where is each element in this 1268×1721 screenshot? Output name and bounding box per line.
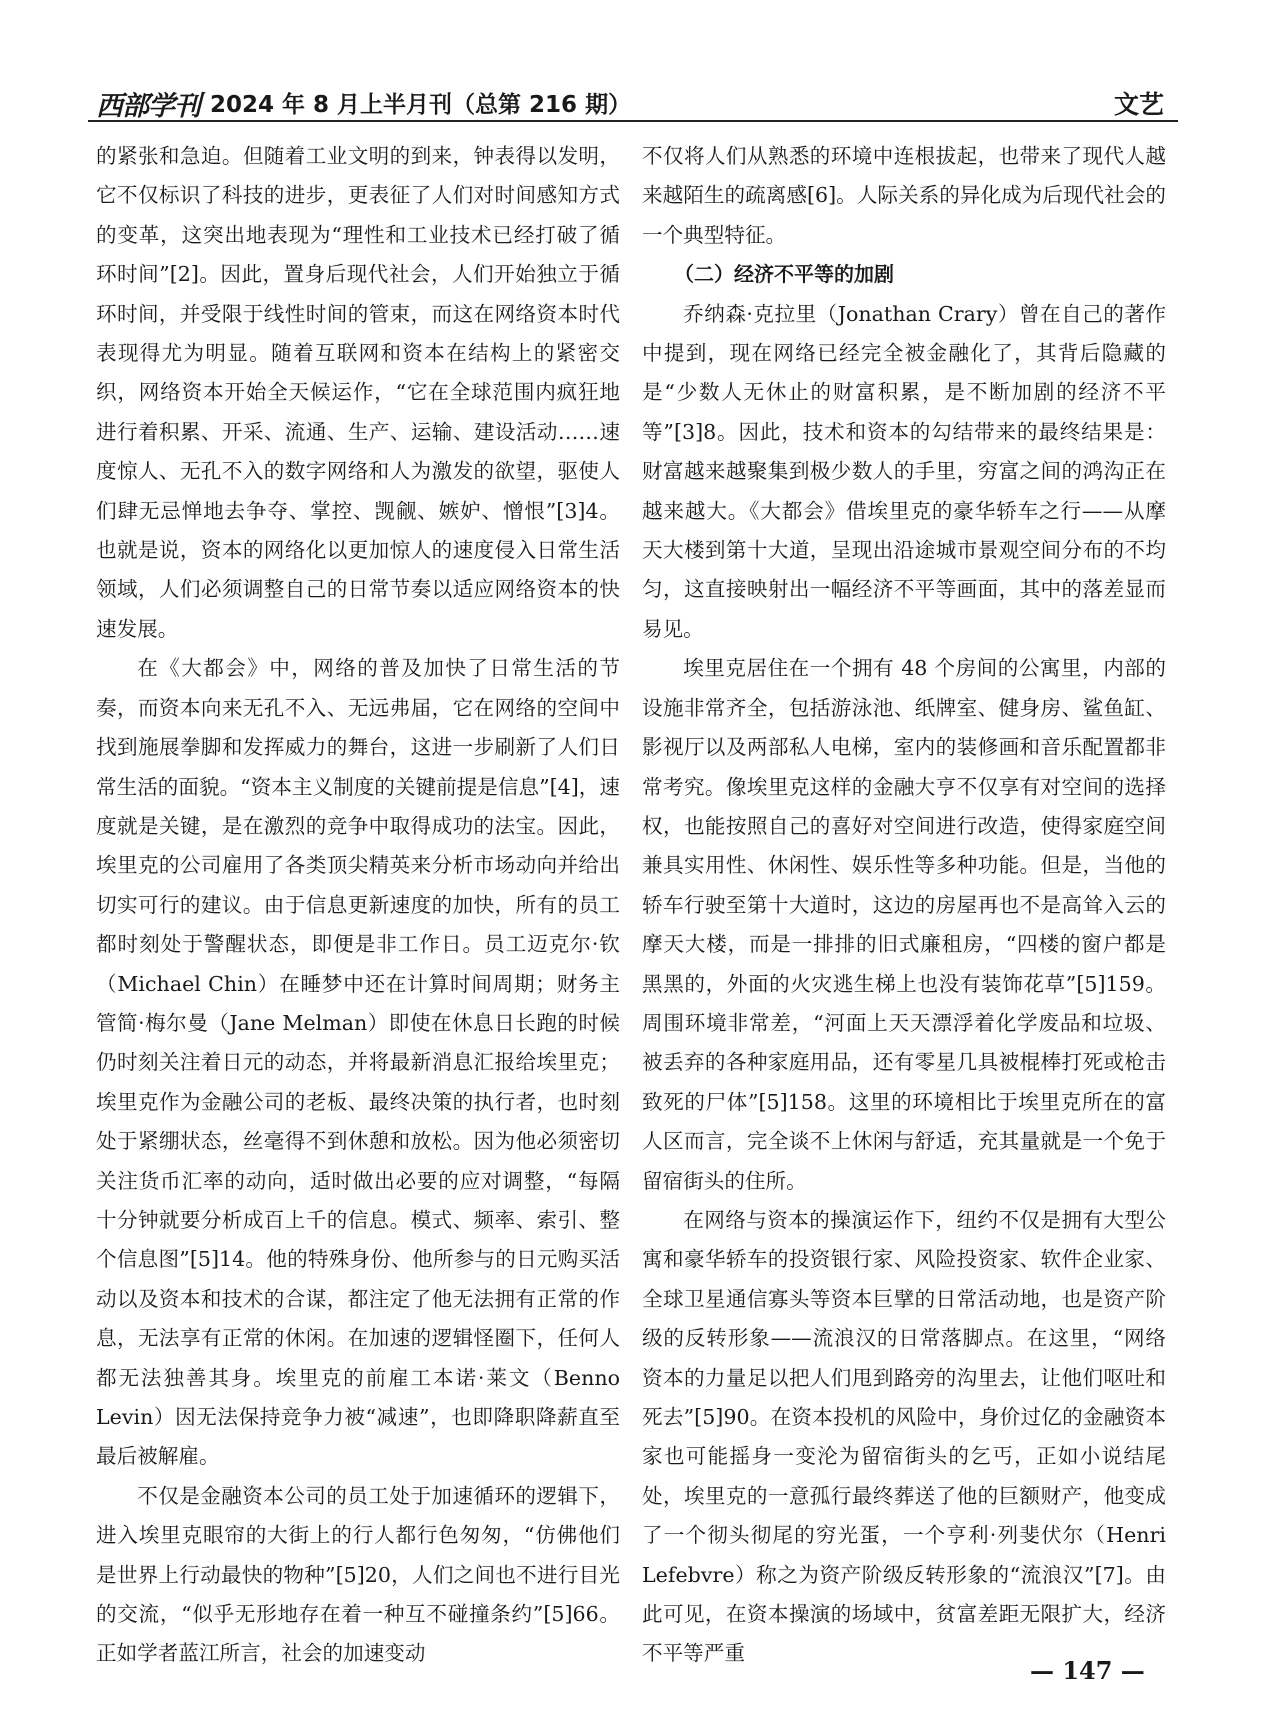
paragraph: 不仅将人们从熟悉的环境中连根拔起，也带来了现代人越来越陌生的疏离感[6]。人际关系的异化成为后现代社会的一个典型特征。 bbox=[642, 144, 1166, 247]
paragraph: 不仅是金融资本公司的员工处于加速循环的逻辑下，进入埃里克眼帘的大街上的行人都行色匆匆，“仿佛他们是世界上行动最快的物种”[5]20，人们之间也不进行目光的交流，“似乎无形地存在着一种互不碰撞条约”[5]66。正如学者蓝江所言，社会的加速变动 bbox=[96, 1483, 620, 1666]
running-header bbox=[88, 80, 1178, 122]
paragraph: 在网络与资本的操演运作下，纽约不仅是拥有大型公寓和豪华轿车的投资银行家、风险投资家、软件企业家、全球卫星通信寡头等资本巨擘的日常活动地，也是资产阶级的反转形象——流浪汉的日常落脚点。在这里，“网络资本的力量足以把人们甩到路旁的沟里去，让他们呕吐和死去”[5]90。在资本投机的风险中，身价过亿的金融资本家也可能摇身一变沦为留宿街头的乞丐，正如小说结尾处，埃里克的一意孤行最终葬送了他的巨额财产，他变成了一个彻头彻尾的穷光蛋，一个亨利·列斐伏尔（Henri Lefebvre）称之为资产阶级反转形象的“流浪汉”[7]。由此可见，在资本操演的场域中，贫富差距无限扩大，经济不平等严重 bbox=[642, 1207, 1166, 1666]
page-number: — 147 — bbox=[1030, 1656, 1145, 1685]
paragraph: 的紧张和急迫。但随着工业文明的到来，钟表得以发明，它不仅标识了科技的进步，更表征了人们对时间感知方式的变革，这突出地表现为“理性和工业技术已经打破了循环时间”[2]。因此，置身后现代社会，人们开始独立于循环时间，并受限于线性时间的管束，而这在网络资本时代表现得尤为明显。随着互联网和资本在结构上的紧密交织，网络资本开始全天候运作，“它在全球范围内疯狂地进行着积累、开采、流通、生产、运输、建设活动……速度惊人、无孔不入的数字网络和人为激发的欲望，驱使人们肆无忌惮地去争夺、掌控、觊觎、嫉妒、憎恨”[3]4。也就是说，资本的网络化以更加惊人的速度侵入日常生活领域，人们必须调整自己的日常节奏以适应网络资本的快速发展。 bbox=[96, 144, 620, 641]
paragraph: 在《大都会》中，网络的普及加快了日常生活的节奏，而资本向来无孔不入、无远弗届，它在网络的空间中找到施展拳脚和发挥威力的舞台，这进一步刷新了人们日常生活的面貌。“资本主义制度的关键前提是信息”[4]，速度就是关键，是在激烈的竞争中取得成功的法宝。因此，埃里克的公司雇用了各类顶尖精英来分析市场动向并给出切实可行的建议。由于信息更新速度的加快，所有的员工都时刻处于警醒状态，即便是非工作日。员工迈克尔·钦（Michael Chin）在睡梦中还在计算时间周期；财务主管简·梅尔曼（Jane Melman）即使在休息日长跑的时候仍时刻关注着日元的动态，并将最新消息汇报给埃里克；埃里克作为金融公司的老板、最终决策的执行者，也时刻处于紧绷状态，丝毫得不到休憩和放松。因为他必须密切关注货币汇率的动向，适时做出必要的应对调整，“每隔十分钟就要分析成百上千的信息。模式、频率、索引、整个信息图”[5]14。他的特殊身份、他所参与的日元购买活动以及资本和技术的合谋，都注定了他无法拥有正常的作息，无法享有正常的休闲。在加速的逻辑怪圈下，任何人都无法独善其身。埃里克的前雇工本诺·莱文（Benno Levin）因无法保持竞争力被“减速”，也即降职降薪直至最后被解雇。 bbox=[96, 656, 620, 1469]
left-column bbox=[96, 137, 620, 1674]
journal-logo: 西部学刊 bbox=[96, 91, 200, 122]
paragraph: 埃里克居住在一个拥有 48 个房间的公寓里，内部的设施非常齐全，包括游泳池、纸牌室、健身房、鲨鱼缸、影视厅以及两部私人电梯，室内的装修画和音乐配置都非常考究。像埃里克这样的金融大亨不仅享有对空间的选择权，也能按照自己的喜好对空间进行改造，使得家庭空间兼具实用性、休闲性、娱乐性等多种功能。但是，当他的轿车行驶至第十大道时，这边的房屋再也不是高耸入云的摩天大楼，而是一排排的旧式廉租房，“四楼的窗户都是黑黑的，外面的火灾逃生梯上也没有装饰花草”[5]159。周围环境非常差，“河面上天天漂浮着化学废品和垃圾、被丢弃的各种家庭用品，还有零星几具被棍棒打死或枪击致死的尸体”[5]158。这里的环境相比于埃里克所在的富人区而言，完全谈不上休闲与舒适，充其量就是一个免于留宿街头的住所。 bbox=[642, 656, 1166, 1193]
section-heading: （二）经济不平等的加剧 bbox=[674, 262, 894, 287]
header-rule bbox=[88, 120, 1178, 122]
paragraph: 乔纳森·克拉里（Jonathan Crary）曾在自己的著作中提到，现在网络已经完全被金融化了，其背后隐藏的是“少数人无休止的财富积累，是不断加剧的经济不平等”[3]8。因此，技术和资本的勾结带来的最终结果是：财富越来越聚集到极少数人的手里，穷富之间的鸿沟正在越来越大。《大都会》借埃里克的豪华轿车之行——从摩天大楼到第十大道，呈现出沿途城市景观空间分布的不均匀，这直接映射出一幅经济不平等画面，其中的落差显而易见。 bbox=[642, 301, 1166, 641]
right-column bbox=[642, 137, 1166, 1674]
section-name: 文艺 bbox=[1113, 90, 1164, 119]
issue-info: 2024 年 8 月上半月刊（总第 216 期） bbox=[210, 92, 632, 118]
